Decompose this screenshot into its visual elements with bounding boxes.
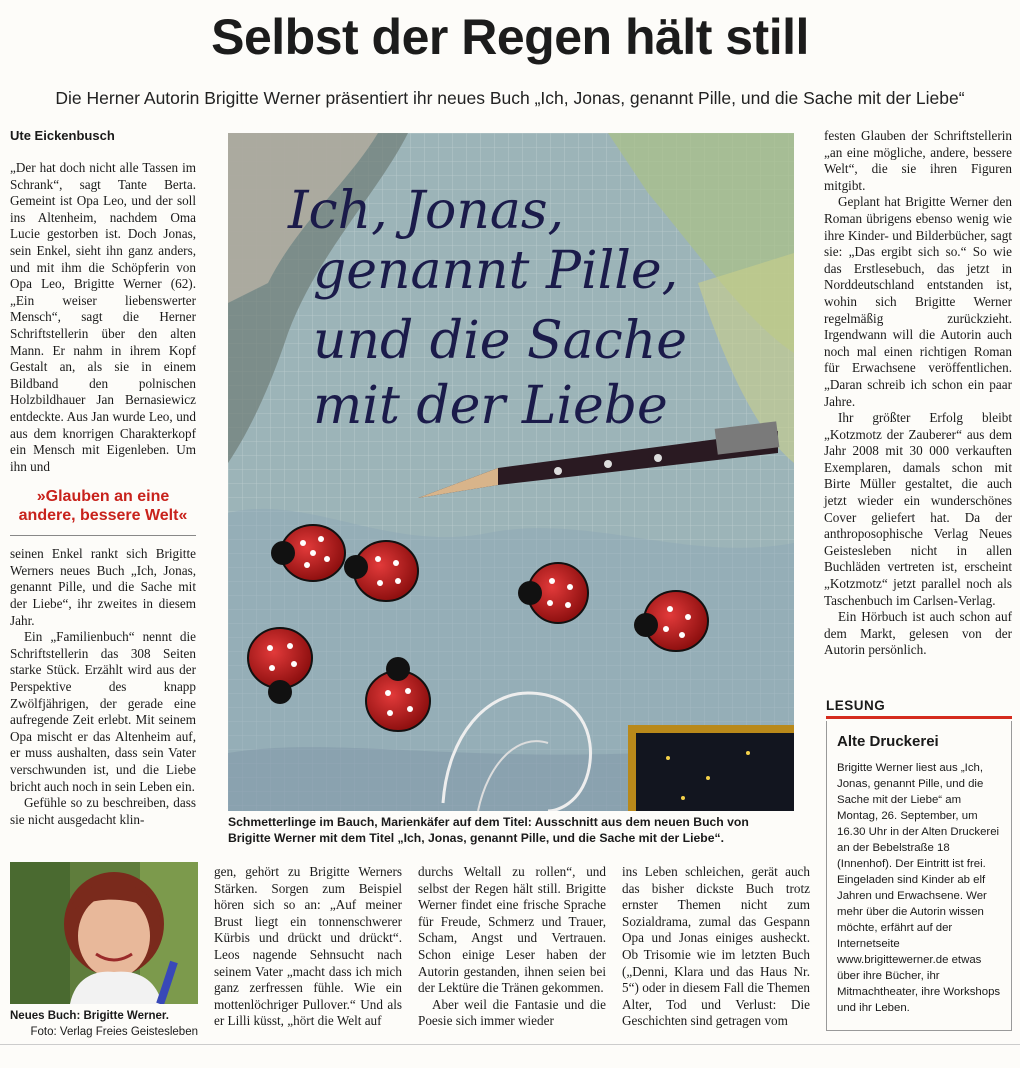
event-infobox (826, 721, 1012, 1031)
article-column-4 (622, 864, 810, 1030)
col3-paragraph: durchs Weltall zu rollen“, und selbst der Regen hält still. Brigitte Werner findet eine frische Sprache für Freude, Schmerz und Trauer, Scham, Angst und Vertrauen. Schon einige Leser haben der Autorin gestanden, ihnen seien bei der Lektüre die Tränen gekommen. (418, 864, 606, 996)
cover-title-line-1: Ich, Jonas, (288, 181, 565, 241)
portrait-photo-credit: Foto: Verlag Freies Geistesleben (30, 1026, 198, 1038)
col5-paragraph: festen Glauben der Schriftstellerin „an eine mögliche, andere, bessere Welt“, die sie ihren Figuren mitgibt. (824, 128, 1012, 193)
photo-caption: Schmetterlinge im Bauch, Marienkäfer auf dem Titel: Ausschnitt aus dem neuen Buch von Brigitte Werner mit dem Titel „Ich, Jonas, genannt Pille, und die Sache mit der Liebe“. (228, 815, 749, 845)
headline: Selbst der Regen hält still (211, 9, 809, 65)
cover-title-line-2: genannt Pille, (313, 241, 679, 301)
portrait-caption-title: Neues Buch: Brigitte Werner. (10, 1010, 169, 1022)
col1-paragraph: Gefühle so zu beschreiben, dass sie nicht ausgedacht klin- (10, 795, 196, 827)
col1-paragraph: Ein „Familienbuch“ nennt die Schriftstellerin das 308 Seiten starke Stück. Erzählt wird aus der Perspektive des knapp Zwölfjährigen, der gerade eine aufregende Zeit erlebt. Mit seinem Opa mischt er das Altenheim auf, er muss aushalten, dass sein Vater verschwunden ist, und die Liebe bricht auch noch in sein Leben ein. (10, 629, 196, 794)
bottom-divider (0, 1044, 1020, 1045)
col5-paragraph: Ein Hörbuch ist auch schon auf dem Markt, gelesen von der Autorin persönlich. (824, 609, 1012, 658)
infobox-rule (826, 716, 1012, 719)
article-column-2 (214, 864, 402, 1030)
col5-paragraph: Geplant hat Brigitte Werner den Roman übrigens ebenso wenig wie ihre Kinder- und Bilderbücher, sagt sie: „Das ergibt sich so.“ So wie das Erstlesebuch, das jetzt in Norddeutschland entstanden ist, wohin sich Brigitte Werner regelmäßig zurückzieht. Irgendwann will die Autorin auch noch mal einen richtigen Roman für Erwachsene veröffentlichen. „Daran schreib ich schon ein paar Jahre. (824, 194, 1012, 409)
portrait-caption (10, 1008, 198, 1040)
pull-quote: »Glauben an eine andere, bessere Welt« (10, 487, 196, 536)
article-column-3 (418, 864, 606, 1030)
col5-paragraph: Ihr größter Erfolg bleibt „Kotzmotz der Zauberer“ aus dem Jahr 2008 mit 30 000 verkauften Exemplaren, damals schon mit Birte Müller gestaltet, die auch jetzt wieder ein wunderschönes Cover geliefert hat. Da der anthroposophische Verlag Neues Geistesleben nicht in allen Buchläden vertreten ist, erscheint „Kotzmotz“ jetzt parallel noch als Taschenbuch im Carlsen-Verlag. (824, 410, 1012, 608)
infobox-title: Alte Druckerei (837, 733, 939, 750)
byline: Ute Eickenbusch (10, 128, 115, 143)
cover-title-line-4: mit der Liebe (313, 376, 668, 436)
col1-paragraph: „Der hat doch nicht alle Tassen im Schrank“, sagt Tante Berta. Gemeint ist Opa Leo, und der soll ins Altenheim, nachdem Oma Lucie gestorben ist. Doch Jonas, sein Enkel, sieht ihn ganz anders, und mit ihm die Schöpferin von Opa Leo, Brigitte Werner (62). „Ein weiser liebenswerter Mensch“, sagt die Herner Schriftstellerin über den alten Mann. Er nahm in ihrem Kopf Gestalt an, als sie in einem Bildband den polnischen Holzbildhauer Jan Bernasiewicz entdeckte. Aus Jan wurde Leo, und aus dem knorrigen Charakterkopf ein Mensch mit Eigenleben. Um ihn und (10, 160, 196, 474)
col3-paragraph: Aber weil die Fantasie und die Poesie sich immer wieder (418, 996, 606, 1029)
infobox-text: Brigitte Werner liest aus „Ich, Jonas, genannt Pille, und die Sache mit der Liebe“ am Montag, 26. September, um 16.30 Uhr in der Alten Druckerei an der Bebelstraße 18 (Innenhof). Der Eintritt ist frei. Eingeladen sind Kinder ab elf Jahren und Erwachsene. Wer mehr über die Autorin wissen möchte, erfährt auf der Internetseite www.brigittewerner.de etwas über ihre Bücher, ihr Mitmachtheater, ihre Workshops und ihr Leben. (837, 762, 1001, 1014)
book-cover-illustration (228, 133, 794, 811)
col4-paragraph: ins Leben schleichen, gerät auch das bisher dickste Buch trotz ernster Themen nicht zum Sozialdrama, zumal das Gespann Opa und Jonas einiges ausheckt. Ob Trisomie wie im letzten Buch („Denni, Klara und das Haus Nr. 5“) oder in diesem Fall die Themen Alter, Tod und Verlust: Die Geschichten sind getragen vom (622, 864, 810, 1029)
cover-title-line-3: und die Sache (313, 311, 688, 371)
author-portrait (10, 862, 198, 1004)
subheadline: Die Herner Autorin Brigitte Werner präsentiert ihr neues Buch „Ich, Jonas, genannt Pille, und die Sache mit der Liebe“ (55, 88, 965, 108)
article-column-1 (10, 160, 196, 828)
infobox-label: LESUNG (826, 698, 886, 713)
col2-paragraph: gen, gehört zu Brigitte Werners Stärken. Sorgen zum Beispiel hören sich so an: „Auf meiner Brust liegt ein tonnenschwerer Kürbis und drückt und drückt“. Leos nagende Sehnsucht nach seinem Vater „macht dass ich mich ganz zerfressen fühle. Wie ein mottenlöchriger Pullover.“ Und als er Lilli küsst, „hört die Welt auf (214, 864, 402, 1029)
article-column-5 (824, 128, 1012, 659)
col1-paragraph: seinen Enkel rankt sich Brigitte Werners neues Buch „Ich, Jonas, genannt Pille, und die Sache mit der Liebe“, ihr zweites in diesem Jahr. (10, 546, 196, 628)
